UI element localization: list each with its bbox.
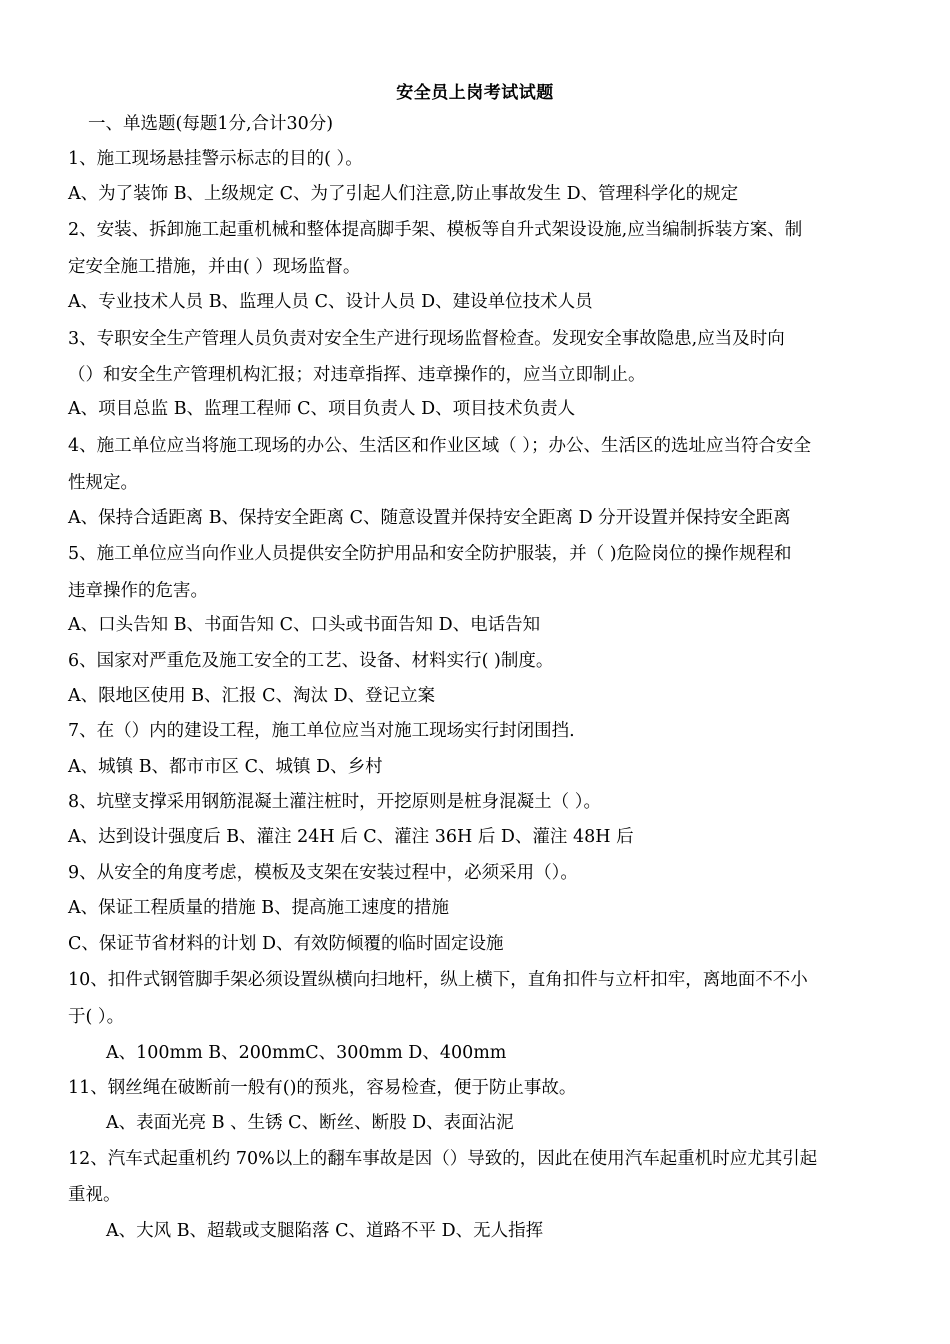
options-line: A、达到设计强度后 B、灌注 24H 后 C、灌注 36H 后 D、灌注 48H 后 [68,827,634,847]
question-line: 9、从安全的角度考虑，模板及支架在安装过程中，必须采用（）。 [68,863,578,883]
options-line: A、保证工程质量的措施 B、提高施工速度的措施 [68,898,450,918]
question-line: 性规定。 [68,473,138,493]
options-line: A、为了装饰 B、上级规定 C、为了引起人们注意,防止事故发生 D、管理科学化的规定 [68,184,739,204]
question-line: 12、汽车式起重机约 70%以上的翻车事故是因（）导致的，因此在使用汽车起重机时应尤其引起 [68,1149,818,1169]
document-title: 安全员上岗考试试题 [396,83,554,103]
question-line: 3、专职安全生产管理人员负责对安全生产进行现场监督检查。发现安全事故隐患,应当及时向 [68,329,785,349]
options-line: A、100mm B、200mmC、300mm D、400mm [106,1043,507,1063]
question-line: 4、施工单位应当将施工现场的办公、生活区和作业区域（ ）；办公、生活区的选址应当符合安全 [68,436,811,456]
options-line: A、城镇 B、都市市区 C、城镇 D、乡村 [68,757,383,777]
question-line: 定安全施工措施，并由( ）现场监督。 [68,257,361,277]
question-line: 1、施工现场悬挂警示标志的目的( ）。 [68,149,363,169]
options-line: A、保持合适距离 B、保持安全距离 C、随意设置并保持安全距离 D 分开设置并保持安全距离 [68,508,791,528]
options-line: A、表面光亮 B 、生锈 C、断丝、断股 D、表面沾泥 [106,1113,514,1133]
question-line: （）和安全生产管理机构汇报；对违章指挥、违章操作的，应当立即制止。 [68,365,646,385]
question-line: 5、施工单位应当向作业人员提供安全防护用品和安全防护服装，并（ )危险岗位的操作规程和 [68,544,792,564]
question-line: 10、扣件式钢管脚手架必须设置纵横向扫地杆，纵上横下，直角扣件与立杆扣牢，离地面不不小 [68,970,808,990]
options-line: A、大风 B、超载或支腿陷落 C、道路不平 D、无人指挥 [106,1221,544,1241]
question-line: 于( ）。 [68,1007,125,1027]
question-line: 6、国家对严重危及施工安全的工艺、设备、材料实行( )制度。 [68,651,554,671]
options-line: C、保证节省材料的计划 D、有效防倾覆的临时固定设施 [68,934,504,954]
question-line: 8、坑壁支撑采用钢筋混凝土灌注桩时，开挖原则是桩身混凝土（ ）。 [68,792,601,812]
question-line: 违章操作的危害。 [68,581,208,601]
question-line: 11、钢丝绳在破断前一般有()的预兆，容易检查，便于防止事故。 [68,1078,577,1098]
options-line: A、限地区使用 B、汇报 C、淘汰 D、登记立案 [68,686,436,706]
options-line: A、项目总监 B、监理工程师 C、项目负责人 D、项目技术负责人 [68,399,576,419]
question-line: 2、安装、拆卸施工起重机械和整体提高脚手架、模板等自升式架设设施,应当编制拆装方案、制 [68,220,803,240]
question-line: 7、在（）内的建设工程，施工单位应当对施工现场实行封闭围挡. [68,721,575,741]
question-line: 重视。 [68,1185,121,1205]
options-line: A、口头告知 B、书面告知 C、口头或书面告知 D、电话告知 [68,615,541,635]
section-heading: 一、单选题(每题1分,合计30分) [88,114,334,134]
options-line: A、专业技术人员 B、监理人员 C、设计人员 D、建设单位技术人员 [68,292,593,312]
